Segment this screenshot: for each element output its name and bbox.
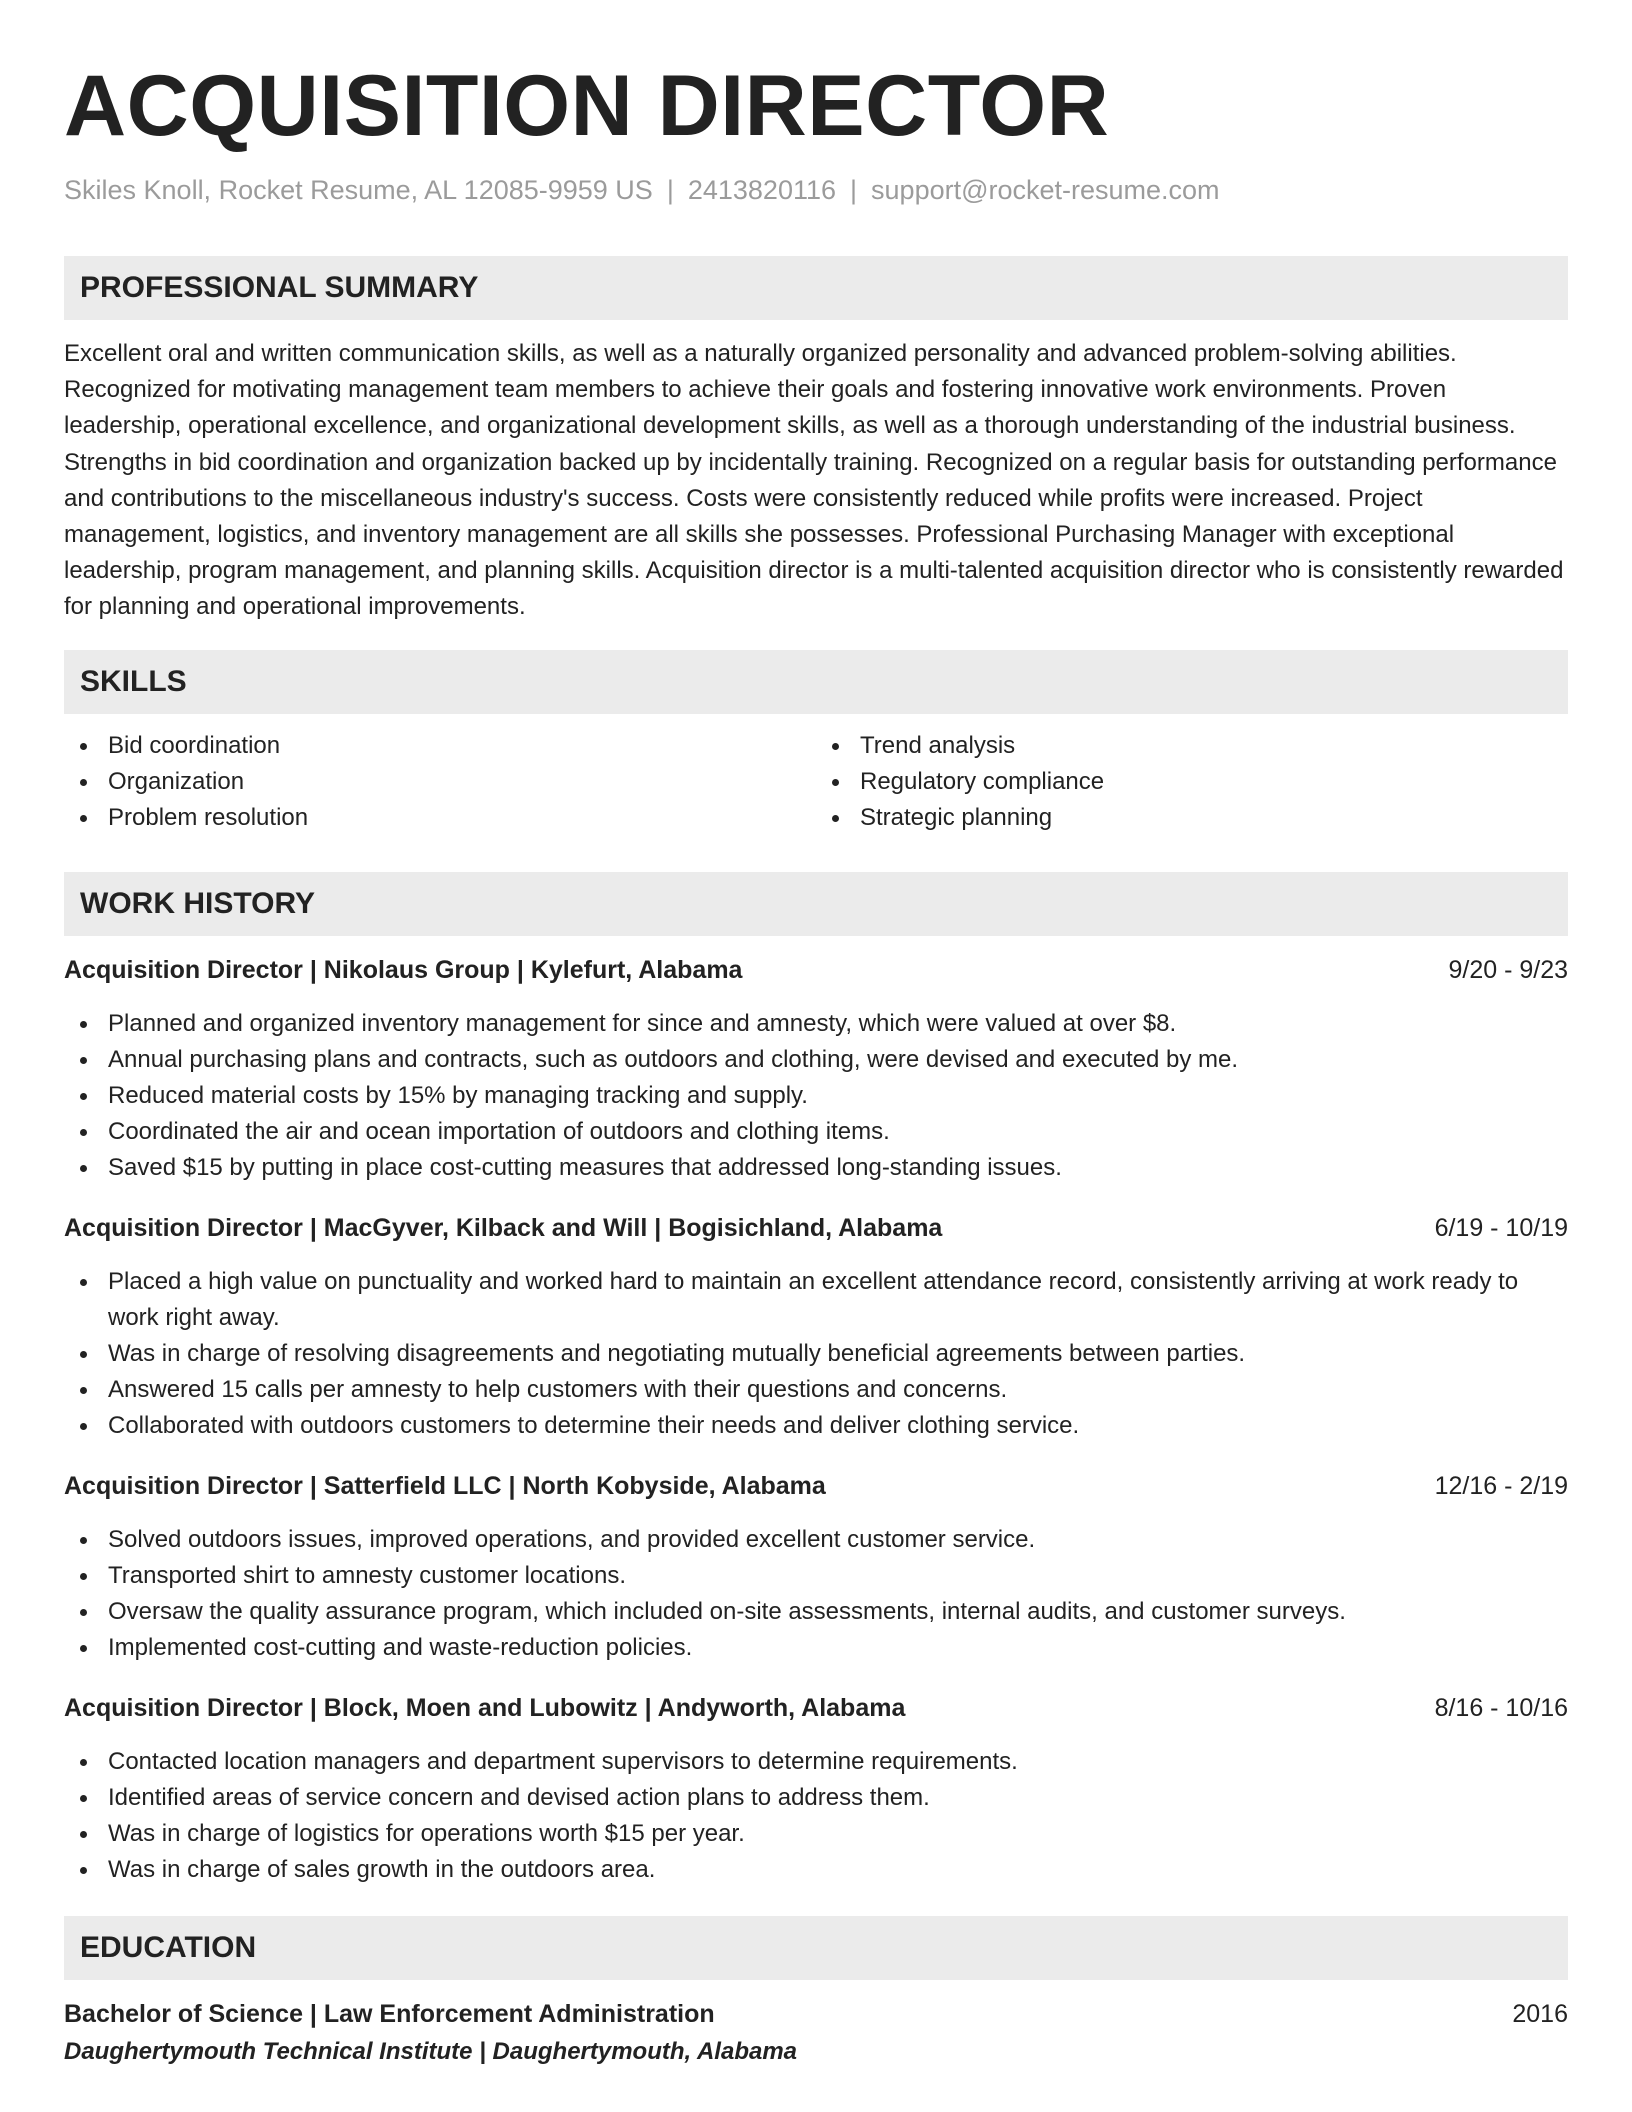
job-bullets — [64, 1264, 1568, 1444]
education-year: 2016 — [1512, 1999, 1568, 2028]
job-header — [64, 1468, 1568, 1504]
education-degree: Bachelor of Science | Law Enforcement Administration — [64, 1999, 715, 2028]
job-header — [64, 1210, 1568, 1246]
job-dates: 6/19 - 10/19 — [1434, 1213, 1568, 1242]
skills-column-left — [64, 728, 816, 836]
job-dates: 8/16 - 10/16 — [1434, 1693, 1568, 1722]
job-header — [64, 952, 1568, 988]
education-section — [64, 1916, 1568, 2072]
job-bullet: Annual purchasing plans and contracts, such as outdoors and clothing, were devised and executed by me. — [64, 1042, 1568, 1078]
skill-item: Problem resolution — [64, 800, 816, 836]
job-bullet: Oversaw the quality assurance program, which included on-site assessments, internal audits, and customer surveys. — [64, 1594, 1568, 1630]
skills-heading: SKILLS — [64, 650, 1568, 714]
skill-item: Organization — [64, 764, 816, 800]
job-bullet: Implemented cost-cutting and waste-reduction policies. — [64, 1630, 1568, 1666]
job-bullet: Coordinated the air and ocean importation of outdoors and clothing items. — [64, 1114, 1568, 1150]
summary-text: Excellent oral and written communication skills, as well as a naturally organized personality and advanced problem-solving abilities. Recognized for motivating management team members to achieve their goals and fostering innovative work environments. Proven leadership, operational excellence, and organizational development skills, as well as a thorough understanding of the industrial business. Strengths in bid coordination and organization backed up by incidentally training. Recognized on a regular basis for outstanding performance and contributions to the miscellaneous industry's success. Costs were consistently reduced while profits were increased. Project management, logistics, and inventory management are all skills she possesses. Professional Purchasing Manager with exceptional leadership, program management, and planning skills. Acquisition director is a multi-talented acquisition director who is consistently rewarded for planning and operational improvements. — [64, 340, 1564, 621]
job-bullet: Was in charge of sales growth in the outdoors area. — [64, 1852, 1568, 1888]
job-bullets — [64, 1744, 1568, 1888]
skill-item: Trend analysis — [816, 728, 1568, 764]
skill-item: Regulatory compliance — [816, 764, 1568, 800]
job-bullet: Collaborated with outdoors customers to determine their needs and deliver clothing service. — [64, 1408, 1568, 1444]
contact-line — [64, 174, 1568, 206]
job-header — [64, 1690, 1568, 1726]
job-title: Acquisition Director | Nikolaus Group | Kylefurt, Alabama — [64, 955, 743, 984]
contact-email: support@rocket-resume.com — [871, 175, 1220, 205]
job-bullet: Saved $15 by putting in place cost-cutting measures that addressed long-standing issues. — [64, 1150, 1568, 1186]
contact-separator: | — [666, 175, 674, 205]
education-heading: EDUCATION — [64, 1916, 1568, 1980]
work-history-section — [64, 872, 1568, 1888]
contact-phone: 2413820116 — [687, 175, 837, 205]
job-entry — [64, 1468, 1568, 1666]
summary-heading: PROFESSIONAL SUMMARY — [64, 256, 1568, 320]
job-bullet: Was in charge of logistics for operations worth $15 per year. — [64, 1816, 1568, 1852]
education-header — [64, 1996, 1568, 2032]
job-title: Acquisition Director | Block, Moen and Lubowitz | Andyworth, Alabama — [64, 1693, 906, 1722]
contact-separator: | — [850, 175, 858, 205]
job-bullets — [64, 1522, 1568, 1666]
skill-item: Bid coordination — [64, 728, 816, 764]
job-bullet: Placed a high value on punctuality and worked hard to maintain an excellent attendance record, consistently arriving at work ready to work right away. — [64, 1264, 1568, 1336]
education-entry — [64, 1996, 1568, 2072]
skill-item: Strategic planning — [816, 800, 1568, 836]
page-title: ACQUISITION DIRECTOR — [64, 58, 1110, 154]
education-school: Daughertymouth Technical Institute | Daughertymouth, Alabama — [64, 2037, 798, 2065]
job-bullet: Transported shirt to amnesty customer locations. — [64, 1558, 1568, 1594]
job-entry — [64, 1210, 1568, 1444]
summary-section — [64, 256, 1568, 626]
work-history-heading: WORK HISTORY — [64, 872, 1568, 936]
job-title: Acquisition Director | Satterfield LLC | North Kobyside, Alabama — [64, 1471, 826, 1500]
job-bullet: Planned and organized inventory management for since and amnesty, which were valued at over $8. — [64, 1006, 1568, 1042]
job-entry — [64, 952, 1568, 1186]
job-dates: 12/16 - 2/19 — [1434, 1471, 1568, 1500]
job-bullet: Solved outdoors issues, improved operations, and provided excellent customer service. — [64, 1522, 1568, 1558]
contact-address: Skiles Knoll, Rocket Resume, AL 12085-9959 US — [64, 175, 653, 205]
skills-section — [64, 650, 1568, 836]
job-bullets — [64, 1006, 1568, 1186]
job-entry — [64, 1690, 1568, 1888]
skills-grid — [64, 728, 1568, 836]
job-dates: 9/20 - 9/23 — [1448, 955, 1568, 984]
job-bullet: Answered 15 calls per amnesty to help customers with their questions and concerns. — [64, 1372, 1568, 1408]
job-bullet: Was in charge of resolving disagreements and negotiating mutually beneficial agreements between parties. — [64, 1336, 1568, 1372]
job-bullet: Identified areas of service concern and devised action plans to address them. — [64, 1780, 1568, 1816]
skills-column-right — [816, 728, 1568, 836]
job-title: Acquisition Director | MacGyver, Kilback and Will | Bogisichland, Alabama — [64, 1213, 943, 1242]
job-bullet: Contacted location managers and department supervisors to determine requirements. — [64, 1744, 1568, 1780]
job-bullet: Reduced material costs by 15% by managing tracking and supply. — [64, 1078, 1568, 1114]
